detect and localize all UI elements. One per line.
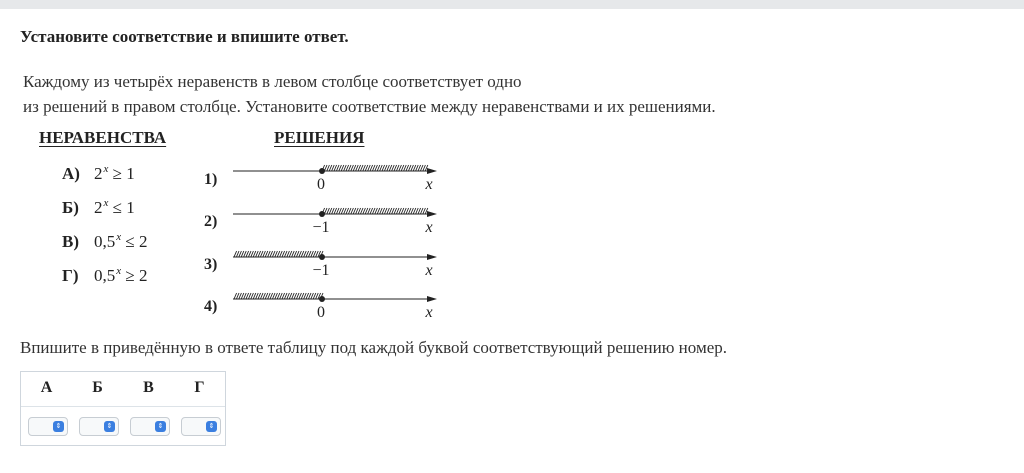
hatch-mark [420,208,423,214]
hatch-mark [301,293,304,299]
hatch-mark [370,208,373,214]
hatch-mark [384,208,387,214]
answer-table [20,371,226,446]
hatch-mark [268,251,271,257]
inequality-g [62,265,147,286]
hatch-mark [399,165,402,171]
hatch-mark [406,208,409,214]
hatch-mark [234,251,237,257]
hatch-mark [413,208,416,214]
hatch-mark [356,208,359,214]
hatch-mark [348,208,351,214]
answer-header: Г [194,379,205,396]
hatch-mark [380,165,383,171]
hatch-mark [292,251,295,257]
hatch-mark [296,293,299,299]
hatch-region [322,165,428,171]
inequality-exponent: x [103,163,109,175]
hatch-mark [365,165,368,171]
hatch-region [234,251,323,257]
hatch-mark [351,165,354,171]
answer-header: В [143,379,154,396]
axis-label: x [425,219,433,236]
hatch-mark [289,251,292,257]
point-label: −1 [312,219,330,236]
hatch-mark [408,208,411,214]
hatch-mark [311,293,314,299]
answer-select-b[interactable] [79,417,119,436]
hatch-mark [332,208,335,214]
axis-label: x [425,262,433,279]
inequality-b [62,197,135,218]
hatch-mark [380,208,383,214]
hatch-mark [392,165,395,171]
hatch-mark [280,251,283,257]
hatch-mark [260,251,263,257]
hatch-mark [306,293,309,299]
hatch-mark [277,251,280,257]
inequality-v [62,231,147,252]
hatch-region [234,293,323,299]
hatch-mark [396,208,399,214]
point-label: 0 [317,176,325,193]
axis-label: x [425,304,433,321]
hatch-region [322,208,428,214]
hatch-mark [304,293,307,299]
hatch-mark [394,208,397,214]
inequality-exponent: x [116,265,122,277]
hatch-mark [399,208,402,214]
inequality-label: Г) [62,266,79,285]
hatch-mark [287,251,290,257]
hatch-mark [275,251,278,257]
hatch-mark [404,165,407,171]
hatch-mark [360,165,363,171]
hatch-mark [346,165,349,171]
description-line: Каждому из четырёх неравенств в левом столбце соответствует одно [23,72,522,91]
hatch-mark [306,251,309,257]
hatch-mark [284,293,287,299]
hatch-mark [382,165,385,171]
hatch-mark [258,293,261,299]
answer-select-v[interactable] [130,417,170,436]
hatch-mark [282,251,285,257]
up-down-chevron-icon: ⇕ [53,421,64,432]
hatch-mark [351,208,354,214]
point-label: −1 [312,262,330,279]
hatch-mark [334,165,337,171]
hatch-mark [299,293,302,299]
hatch-mark [313,251,316,257]
hatch-mark [241,293,244,299]
axis-arrow-icon [427,168,437,174]
hatch-mark [256,293,259,299]
table-divider [21,406,225,407]
hatch-mark [272,251,275,257]
hatch-mark [420,165,423,171]
hatch-mark [384,165,387,171]
hatch-mark [316,251,319,257]
hatch-mark [263,293,266,299]
inequality-label: А) [62,164,80,183]
hatch-mark [256,251,259,257]
hatch-mark [360,208,363,214]
inequality-relation: ≥ 2 [125,266,148,285]
point-label: 0 [317,304,325,321]
hatch-mark [416,165,419,171]
answer-column-b [72,372,123,401]
hatch-mark [280,293,283,299]
hatch-mark [260,293,263,299]
hatch-mark [263,251,266,257]
hatch-mark [392,208,395,214]
hatch-mark [304,251,307,257]
hatch-mark [365,208,368,214]
hatch-mark [413,165,416,171]
hatch-mark [336,165,339,171]
hatch-mark [236,251,239,257]
solutions-header: РЕШЕНИЯ [274,128,365,147]
hatch-mark [241,251,244,257]
solution-number-2: 2) [204,213,218,230]
inequality-exponent: x [103,197,109,209]
hatch-mark [316,293,319,299]
hatch-mark [341,165,344,171]
hatch-mark [344,208,347,214]
top-bar [0,0,1024,9]
answer-column-v [123,372,174,401]
hatch-mark [372,208,375,214]
hatch-mark [339,208,342,214]
number-line-4 [228,286,443,326]
hatch-mark [377,208,380,214]
inequality-exponent: x [116,231,122,243]
inequality-label: Б) [62,198,79,217]
number-line-1 [228,158,443,198]
hatch-mark [411,165,414,171]
hatch-mark [336,208,339,214]
hatch-mark [299,251,302,257]
hatch-mark [332,165,335,171]
answer-select-a[interactable] [28,417,68,436]
inequality-base: 2 [94,198,103,217]
hatch-mark [329,208,332,214]
hatch-mark [246,251,249,257]
hatch-mark [408,165,411,171]
hatch-mark [348,165,351,171]
hatch-mark [248,293,251,299]
hatch-mark [353,208,356,214]
hatch-mark [287,293,290,299]
hatch-mark [301,251,304,257]
hatch-mark [265,293,268,299]
answer-column-g [174,372,225,401]
hatch-mark [382,208,385,214]
hatch-mark [418,165,421,171]
hatch-mark [239,293,242,299]
hatch-mark [401,165,404,171]
hatch-mark [270,251,273,257]
hatch-mark [356,165,359,171]
solution-number-1: 1) [204,171,218,188]
hatch-mark [294,251,297,257]
hatch-mark [308,293,311,299]
hatch-mark [394,165,397,171]
hatch-mark [423,208,426,214]
answer-header: А [40,379,53,396]
hatch-mark [277,293,280,299]
hatch-mark [253,251,256,257]
answer-select-g[interactable] [181,417,221,436]
up-down-chevron-icon: ⇕ [104,421,115,432]
task-description [23,69,716,119]
hatch-mark [313,293,316,299]
hatch-mark [353,165,356,171]
inequality-base: 0,5 [94,232,116,251]
hatch-mark [372,165,375,171]
up-down-chevron-icon: ⇕ [155,421,166,432]
hatch-mark [358,208,361,214]
hatch-mark [246,293,249,299]
hatch-mark [253,293,256,299]
hatch-mark [377,165,380,171]
hatch-mark [418,208,421,214]
hatch-mark [272,293,275,299]
hatch-mark [239,251,242,257]
instruction-text: Впишите в приведённую в ответе таблицу под каждой буквой соответствующий решению номер. [20,338,728,357]
answer-header: Б [92,379,103,396]
hatch-mark [401,208,404,214]
axis-arrow-icon [427,211,437,217]
hatch-mark [236,293,239,299]
hatch-mark [370,165,373,171]
number-line-2 [228,201,443,241]
hatch-mark [289,293,292,299]
solution-number-3: 3) [204,256,218,273]
hatch-mark [251,293,254,299]
hatch-mark [296,251,299,257]
inequality-a [62,163,135,184]
solution-point [319,211,325,217]
hatch-mark [406,165,409,171]
axis-arrow-icon [427,254,437,260]
hatch-mark [389,165,392,171]
hatch-mark [363,208,366,214]
hatch-mark [387,208,390,214]
hatch-mark [234,293,237,299]
hatch-mark [294,293,297,299]
hatch-mark [404,208,407,214]
hatch-mark [358,165,361,171]
task-title: Установите соответствие и впишите ответ. [20,27,349,46]
hatch-mark [327,208,330,214]
hatch-mark [375,208,378,214]
inequality-base: 0,5 [94,266,116,285]
solution-point [319,168,325,174]
answer-column-a [21,372,72,401]
hatch-mark [375,165,378,171]
hatch-mark [368,208,371,214]
inequality-base: 2 [94,164,103,183]
number-line-3 [228,244,443,284]
hatch-mark [416,208,419,214]
hatch-mark [329,165,332,171]
hatch-mark [396,165,399,171]
hatch-mark [339,165,342,171]
hatch-mark [311,251,314,257]
hatch-mark [251,251,254,257]
up-down-chevron-icon: ⇕ [206,421,217,432]
hatch-mark [363,165,366,171]
hatch-mark [387,165,390,171]
solution-point [319,254,325,260]
axis-label: x [425,176,433,193]
hatch-mark [344,165,347,171]
hatch-mark [248,251,251,257]
hatch-mark [292,293,295,299]
solution-number-4: 4) [204,298,218,315]
hatch-mark [341,208,344,214]
hatch-mark [368,165,371,171]
hatch-mark [258,251,261,257]
hatch-mark [346,208,349,214]
hatch-mark [284,251,287,257]
hatch-mark [327,165,330,171]
inequality-label: В) [62,232,79,251]
hatch-mark [411,208,414,214]
hatch-mark [308,251,311,257]
solution-point [319,296,325,302]
inequality-relation: ≥ 1 [112,164,135,183]
hatch-mark [389,208,392,214]
hatch-mark [268,293,271,299]
hatch-mark [270,293,273,299]
description-line: из решений в правом столбце. Установите соответствие между неравенствами и их решениями. [23,97,716,116]
hatch-mark [265,251,268,257]
hatch-mark [282,293,285,299]
hatch-mark [244,293,247,299]
axis-arrow-icon [427,296,437,302]
inequality-relation: ≤ 1 [112,198,135,217]
hatch-mark [334,208,337,214]
hatch-mark [275,293,278,299]
inequalities-header: НЕРАВЕНСТВА [39,128,167,147]
hatch-mark [423,165,426,171]
hatch-mark [244,251,247,257]
inequality-relation: ≤ 2 [125,232,148,251]
